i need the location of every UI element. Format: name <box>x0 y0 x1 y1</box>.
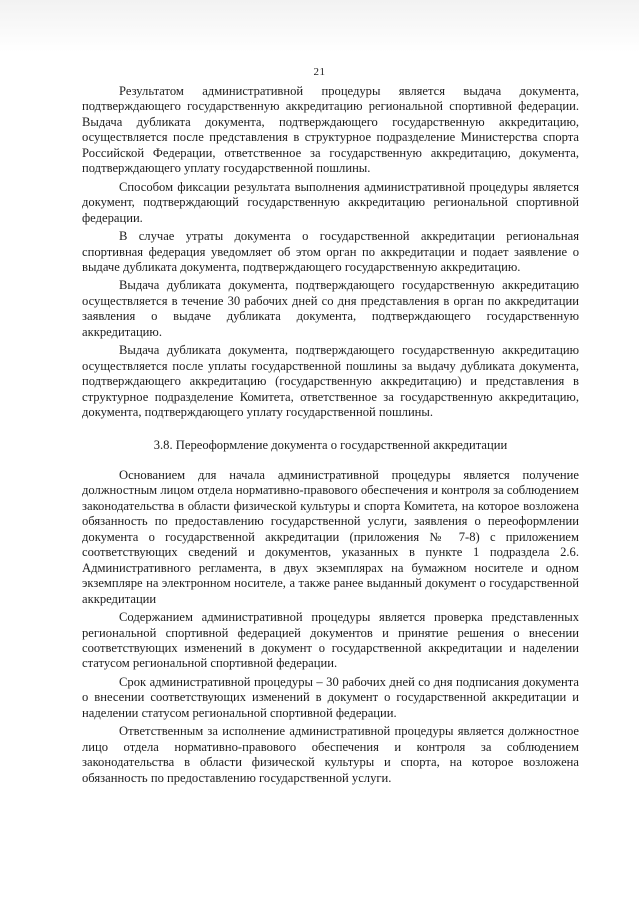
section-heading: 3.8. Переоформление документа о государственной аккредитации <box>153 437 508 452</box>
paragraph-loss-of-document: В случае утраты документа о государственной аккредитации региональная спортивная федерация уведомляет об этом орган по аккредитации и подает заявление о выдаче дубликата документа, подтверждающего государственную аккредитацию. <box>82 229 579 274</box>
paragraph-fixation-method: Способом фиксации результата выполнения административной процедуры является документ, подтверждающий государственную аккредитацию региональной спортивной федерации. <box>82 179 579 225</box>
paragraph-responsible: Ответственным за исполнение административной процедуры является должностное лицо отдела нормативно-правового обеспечения и контроля за соблюдением законодательства в области физической культуры и спорта, на которое возложена обязанность по предоставлению государственной услуги. <box>82 724 579 785</box>
paragraph-grounds: Основанием для начала административной процедуры является получение должностным лицом отдела нормативно-правового обеспечения и контроля за соблюдением законодательства в области физической культуры и спорта Комитета, на которое возложена обязанность по предоставлению государственной услуги, заявления о переоформлении документа о государственной аккредитации (приложения № 7-8) с приложением соответствующих сведений и документов, указанных в пункте 1 подраздела 2.6. Административного регламента, в двух экземплярах на бумажном носителе и одном экземпляре на электронном носителе, а также ранее выданный документ о государственной аккредитации <box>82 467 579 606</box>
scan-edge-shadow <box>0 0 639 52</box>
document-body <box>82 84 579 786</box>
page-number: 21 <box>313 66 326 78</box>
paragraph-result: Результатом административной процедуры является выдача документа, подтверждающего государственную аккредитацию региональной спортивной федерации. Выдача дубликата документа, подтверждающего государственную аккредитацию, осуществляется после представления в структурное подразделение Министерства спорта Российской Федерации, ответственное за государственную аккредитацию, документа, подтверждающего уплату государственной пошлины. <box>82 84 579 176</box>
paragraph-term: Срок административной процедуры – 30 рабочих дней со дня подписания документа о внесении соответствующих изменений в документ о государственной аккредитации и наделении статусом региональной спортивной федерации. <box>82 674 579 720</box>
paragraph-content: Содержанием административной процедуры является проверка представленных региональной спортивной федерацией документов и принятие решения о внесении соответствующих изменений в документ о государственной аккредитации и наделении статусом региональной спортивной федерации. <box>82 610 579 671</box>
paragraph-duplicate-term: Выдача дубликата документа, подтверждающего государственную аккредитацию осуществляется в течение 30 рабочих дней со дня представления в орган по аккредитации заявления о выдаче дубликата документа, подтверждающего государственную аккредитацию. <box>82 278 579 339</box>
paragraph-duplicate-fee: Выдача дубликата документа, подтверждающего государственную аккредитацию осуществляется после уплаты государственной пошлины за выдачу дубликата документа, подтверждающего аккредитацию (государственную аккредитацию) и представления в структурное подразделение Комитета, ответственное за государственную аккредитацию, документа, подтверждающего уплату государственной пошлины. <box>82 343 579 420</box>
